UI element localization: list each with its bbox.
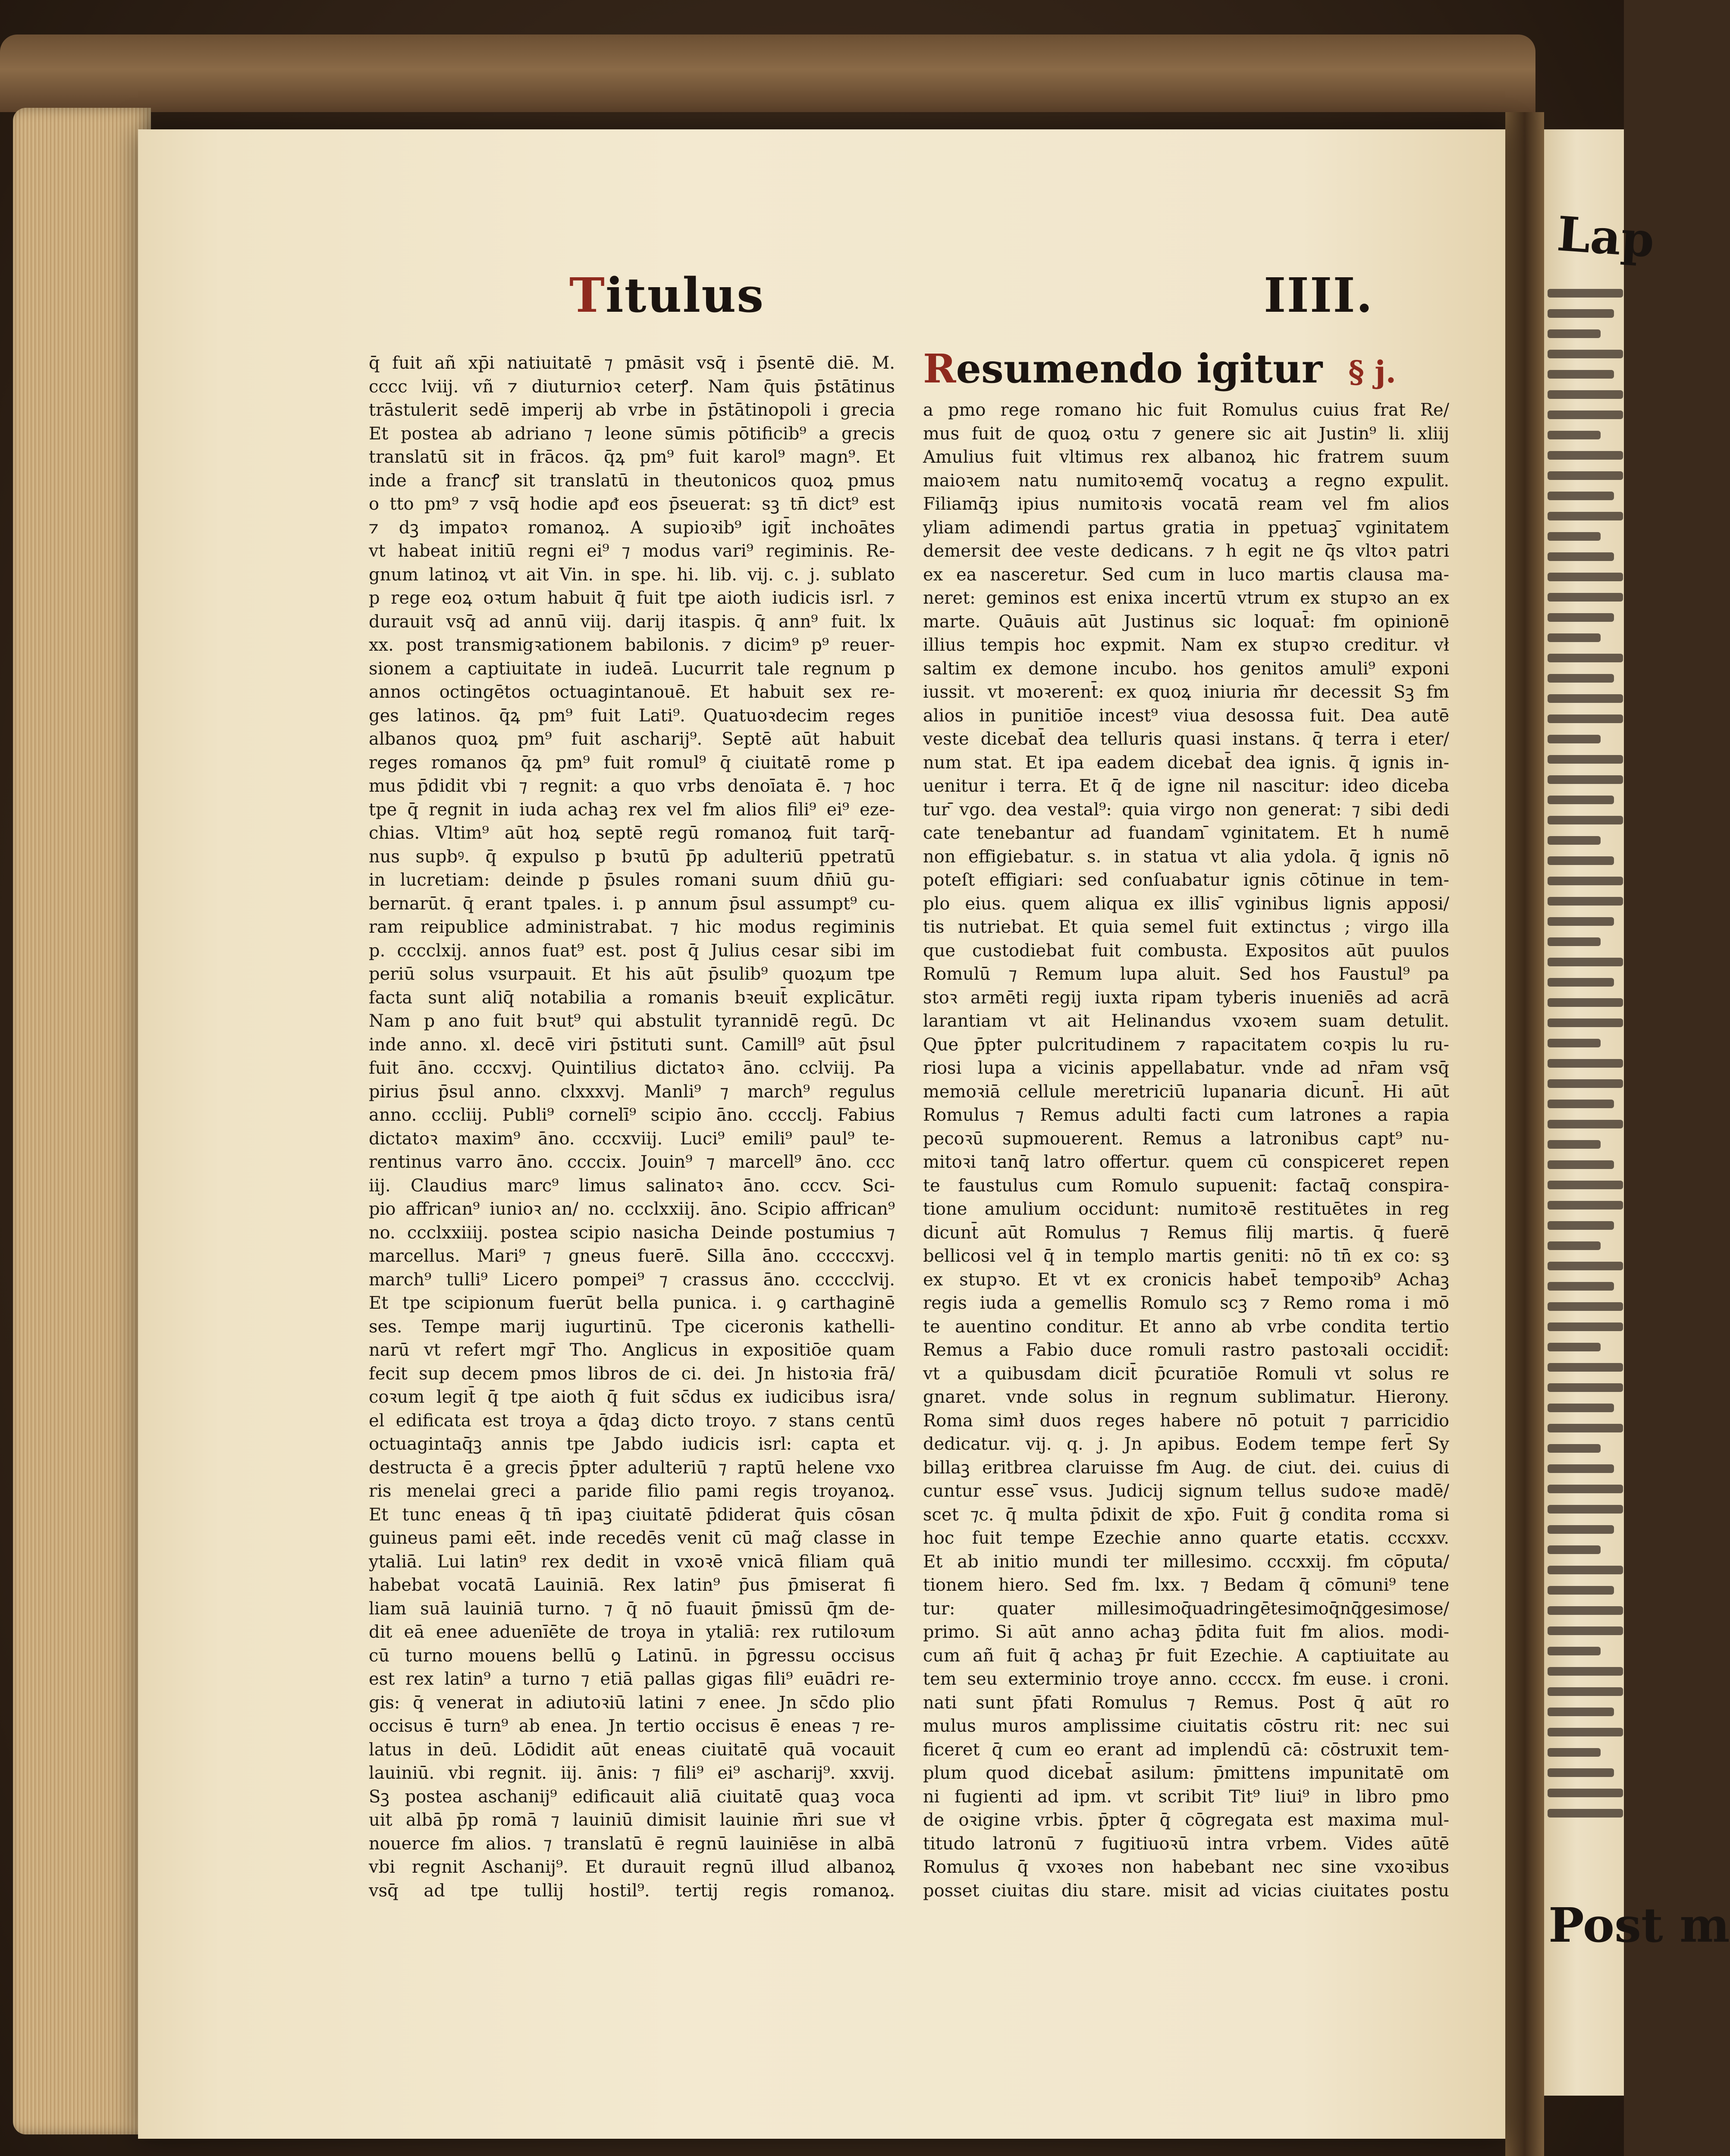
running-head-left-rest: itulus (605, 267, 765, 323)
facing-page-line (1548, 1363, 1623, 1372)
right-line: plo eius. quem aliqua ex illis ̄vginibus lignis apposi/ (923, 893, 1449, 914)
right-line: Romulus ⁊ Remus adulti facti cum latrones a rapia (923, 1105, 1449, 1125)
left-line: ram reipublice administrabat. ⁊ hic modus regiminis (369, 917, 895, 937)
left-line: marcellus. Mari⁹ ⁊ gneus fuerē. Silla āno. cccccxvj. (369, 1246, 895, 1266)
facing-page-line (1548, 1120, 1623, 1128)
facing-page-line (1548, 877, 1623, 885)
text-column-left (369, 351, 895, 1902)
facing-page-line (1548, 1282, 1614, 1291)
facing-page-line (1548, 1647, 1601, 1655)
facing-page-line (1548, 289, 1623, 298)
left-line: p. cccclxij. annos fuat⁹ est. post q̄ Julius cesar sibi im (369, 940, 895, 961)
left-line: pirius p̄sul anno. clxxxvj. Manli⁹ ⁊ march⁹ regulus (369, 1081, 895, 1102)
facing-page-edge (1544, 129, 1730, 2096)
facing-page-line (1548, 755, 1623, 764)
left-line: Et postea ab adriano ⁊ leone sūmis pōtificib⁹ a grecis (369, 423, 895, 444)
facing-page-line (1548, 796, 1614, 804)
facing-page-line (1548, 370, 1614, 379)
right-line: Roma simł duos reges habere nō potuit ⁊ parricidio (923, 1410, 1449, 1431)
right-line: cate tenebantur ad fuandam ̄vginitatem. Et h numē (923, 823, 1449, 843)
left-line: Sꝫ postea aschanij⁹ edificauit aliā ciuitatē quaꝫ voca (369, 1786, 895, 1807)
facing-page-line (1548, 451, 1623, 460)
facing-page-line (1548, 512, 1623, 520)
left-line: ytaliā. Lui latin⁹ rex dedit in vxoꝛē vnicā filiam quā (369, 1551, 895, 1572)
facing-page-line (1548, 917, 1614, 926)
right-line: larantiam vt ait Helinandus vxoꝛem suam detulit. (923, 1011, 1449, 1031)
facing-page-line (1548, 1424, 1623, 1432)
facing-page-line (1548, 654, 1623, 662)
left-line: inde anno. xl. decē viri p̄stituti sunt. Camill⁹ aūt p̄sul (369, 1034, 895, 1055)
right-line: hoc fuit tempe Ezechie anno quarte etatis. cccxxv. (923, 1528, 1449, 1548)
right-line: demersit dee veste dedicans. ⁊ h egit ne q̄s vltoꝛ patri (923, 541, 1449, 561)
right-line: illius tempis hoc expmit. Nam ex stupꝛo creditur. vł (923, 635, 1449, 655)
facing-page-text (1548, 289, 1623, 1829)
right-line: Et ab initio mundi ter millesimo. cccxxij. fm cōputa/ (923, 1551, 1449, 1572)
facing-page-line (1548, 431, 1601, 439)
facing-page-line (1548, 1262, 1623, 1270)
right-line: Remus a Fabio duce romuli rastro pastoꝛali occidit̄: (923, 1340, 1449, 1360)
left-line: facta sunt aliq̄ notabilia a romanis bꝛeuit̄ explicātur. (369, 987, 895, 1008)
facing-page-line (1548, 1606, 1623, 1615)
right-line: bellicosi vel q̄ in templo martis geniti: nō tn̄ ex co: sꝫ (923, 1246, 1449, 1266)
left-line: periū solus vsurpauit. Et his aūt p̄sulib⁹ quoꝝum tpe (369, 964, 895, 984)
facing-page-line (1548, 1160, 1614, 1169)
facing-page-subheading: Post m (1548, 1897, 1730, 1953)
left-line: trāstulerit sedē imperij ab vrbe in p̄stātinopoli i grecia (369, 400, 895, 420)
left-line: Et tunc eneas q̄ tn̄ ipaꝫ ciuitatē p̄diderat q̄uis cōsan (369, 1504, 895, 1525)
right-line: ex stupꝛo. Et vt ex cronicis habet̄ tempoꝛib⁹ Achaꝫ (923, 1269, 1449, 1290)
right-line: mus fuit de quoꝝ oꝛtu ⁊ genere sic ait Justin⁹ li. xliij (923, 423, 1449, 444)
right-line: ex ea nasceretur. Sed cum in luco martis clausa ma- (923, 564, 1449, 585)
facing-page-line (1548, 836, 1601, 845)
left-line: q̄ fuit añ xp̄i natiuitatē ⁊ pmāsit vsq̄ i p̄sentē diē. M. (369, 353, 895, 373)
left-line: vt habeat initiū regni ei⁹ ⁊ modus vari⁹ regiminis. Re- (369, 541, 895, 561)
facing-page-line (1548, 573, 1623, 581)
facing-page-line (1548, 694, 1623, 703)
left-line: octuagintaq̄ꝫ annis tpe Jabdo iudicis isrl: capta et (369, 1434, 895, 1454)
right-line: tur ̄vgo. dea vestal⁹: quia virgo non generat: ⁊ sibi dedi (923, 799, 1449, 820)
left-line: nouerce fm alios. ⁊ translatū ē regnū lauiniēse in albā (369, 1833, 895, 1854)
left-line: reges romanos q̄ꝝ pm⁹ fuit romul⁹ q̄ ciuitatē rome p (369, 752, 895, 773)
facing-page-line (1548, 1505, 1623, 1514)
facing-page-line (1548, 613, 1614, 622)
left-line: march⁹ tulli⁹ Licero pompei⁹ ⁊ crassus āno. ccccclvij. (369, 1269, 895, 1290)
left-line: anno. cccliij. Publi⁹ cornelī⁹ scipio āno. cccclj. Fabius (369, 1105, 895, 1125)
facing-page-line (1548, 1343, 1601, 1351)
right-line: de oꝛigine vrbis. p̄pter q̄ cōgregata est maxima mul- (923, 1810, 1449, 1830)
right-line: cum añ fuit q̄ achaꝫ p̄r fuit Ezechie. A captiuitate au (923, 1645, 1449, 1666)
left-line: no. ccclxxiiij. postea scipio nasicha Deinde postumius ⁊ (369, 1222, 895, 1243)
facing-page-line (1548, 1728, 1623, 1736)
running-head-folio: IIII. (1264, 267, 1374, 323)
right-line: num stat. Et ipa eadem dicebat̄ dea ignis. q̄ ignis in- (923, 752, 1449, 773)
right-line: billaꝫ eritbrea claruisse fm Aug. de ciut. dei. cuius di (923, 1457, 1449, 1478)
section-mark: § j. (1348, 354, 1396, 390)
facing-page-line (1548, 1626, 1623, 1635)
left-line: bernarūt. q̄ erant tpales. i. p annum p̄sul assumpt⁹ cu- (369, 893, 895, 914)
left-line: ⁊ dꝫ impatoꝛ romanoꝝ. A supioꝛib⁹ igit̄ inchoātes (369, 517, 895, 538)
facing-page-line (1548, 1140, 1601, 1149)
facing-page-line (1548, 552, 1614, 561)
right-line: cuntur esse ̄vsus. Judicij signum tellus sudoꝛe madē/ (923, 1481, 1449, 1501)
right-line: Que p̄pter pulcritudinem ⁊ rapacitatem coꝛpis lu ru- (923, 1034, 1449, 1055)
running-head-left (569, 267, 764, 323)
facing-page-line (1548, 1201, 1623, 1210)
right-line: mulus muros amplissime ciuitatis cōstru rit: nec sui (923, 1716, 1449, 1736)
facing-page-line (1548, 1667, 1623, 1676)
left-line: ges latinos. q̄ꝝ pm⁹ fuit Lati⁹. Quatuoꝛdecim reges (369, 705, 895, 726)
right-line: neret: geminos est enixa incertū vtrum ex stupꝛo an ex (923, 588, 1449, 608)
facing-page-line (1548, 471, 1623, 480)
facing-page-line (1548, 816, 1623, 824)
right-line: Filiamq̄ꝫ ipius numitoꝛis vocatā ream vel fm alios (923, 494, 1449, 514)
facing-page-line (1548, 1485, 1623, 1493)
right-line: nati sunt p̄fati Romulus ⁊ Remus. Post q̄ aūt ro (923, 1692, 1449, 1713)
text-column-right-body (923, 398, 1449, 1902)
left-line: coꝛum legit̄ q̄ tpe aioth q̄ fuit sc̄dus ex iudicibus isra/ (369, 1387, 895, 1407)
facing-page-heading: Lap (1555, 206, 1656, 268)
left-line: ris menelai greci a paride filio pami regis troyanoꝝ. (369, 1481, 895, 1501)
facing-page-line (1548, 1221, 1614, 1230)
facing-page-line (1548, 1018, 1623, 1027)
left-line: gnum latinoꝝ vt ait Vin. in spe. hi. lib. vij. c. j. sublato (369, 564, 895, 585)
left-line: inde a francꝭ sit translatū in theutonicos quoꝝ pmus (369, 470, 895, 491)
left-line: rentinus varro āno. ccccix. Jouin⁹ ⁊ marcell⁹ āno. ccc (369, 1152, 895, 1172)
right-line: a pmo rege romano hic fuit Romulus cuius frat Re/ (923, 400, 1449, 420)
right-line: poteſt effigiari: sed conſuabatur ignis cōtinue in tem- (923, 870, 1449, 890)
right-line: ficeret q̄ cum eo erant ad implendū cā: cōstruxit tem- (923, 1739, 1449, 1760)
left-line: liam suā lauiniā turno. ⁊ q̄ nō fuauit p̄missū q̄m de- (369, 1598, 895, 1619)
facing-page-line (1548, 390, 1623, 399)
facing-page-line (1548, 1302, 1623, 1311)
left-line: cccc lviij. vñ ⁊ diuturnioꝛ ceterꝭ. Nam q̄uis p̄stātinus (369, 376, 895, 397)
left-line: annos octingētos octuagintanouē. Et habuit sex re- (369, 682, 895, 702)
facing-page-line (1548, 958, 1623, 966)
facing-page-line (1548, 1181, 1623, 1189)
left-line: dictatoꝛ maxim⁹ āno. cccxviij. Luci⁹ emili⁹ paul⁹ te- (369, 1128, 895, 1149)
facing-page-line (1548, 1241, 1601, 1250)
right-line: dedicatur. vij. q. j. Jn apibus. Eodem tempe fert̄ Sy (923, 1434, 1449, 1454)
text-column-right (923, 345, 1449, 1902)
facing-page-line (1548, 492, 1614, 500)
left-line: Et tpe scipionum fuerūt bella punica. i. ꝯ carthaginē (369, 1293, 895, 1313)
facing-page-line (1548, 1383, 1623, 1392)
facing-page-line (1548, 532, 1601, 541)
left-line: ses. Tempe marij iugurtinū. Tpe ciceronis kathelli- (369, 1316, 895, 1337)
right-line: memoꝛiā cellule meretriciū lupanaria dicunt̄. Hi aūt (923, 1081, 1449, 1102)
left-line: destructa ē a grecis p̄pter adulteriū ⁊ raptū helene vxo (369, 1457, 895, 1478)
facing-page-line (1548, 1039, 1601, 1047)
left-line: narū vt refert mgr̄ Tho. Anglicus in expositiōe quam (369, 1340, 895, 1360)
left-line: pio affrican⁹ iunioꝛ an/ no. ccclxxiij. āno. Scipio affrican⁹ (369, 1199, 895, 1219)
facing-page-line (1548, 1464, 1614, 1473)
right-line: dicunt̄ aūt Romulus ⁊ Remus filij martis. q̄ fuerē (923, 1222, 1449, 1243)
right-line: vt a quibusdam dicit̄ p̄curatiōe Romuli vt solus re (923, 1363, 1449, 1384)
facing-page-line (1548, 1079, 1623, 1088)
right-line: saltim ex demone incubo. hos genitos amuli⁹ exponi (923, 658, 1449, 679)
left-line: uit albā p̄p romā ⁊ lauiniū dimisit lauinie m̄ri sue vł (369, 1810, 895, 1830)
page-stack-edge (13, 108, 151, 2134)
right-line: tem seu exterminio troye anno. ccccx. fm euse. i croni. (923, 1669, 1449, 1689)
left-line: mus p̄didit vbi ⁊ regnit: a quo vrbs denoīata ē. ⁊ hoc (369, 776, 895, 796)
left-line: lauiniū. vbi regnit. iij. ānis: ⁊ fili⁹ ei⁹ ascharij⁹. xxvij. (369, 1763, 895, 1783)
facing-page-line (1548, 411, 1623, 419)
right-line: riosi lupa a vicinis appellabatur. vnde ad nr̄am vsq̄ (923, 1058, 1449, 1078)
facing-page-line (1548, 998, 1623, 1007)
right-line: scet ⁊c. q̄ multa p̄dixit de xp̄o. Fuit ḡ condita roma si (923, 1504, 1449, 1525)
left-line: cū turno mouens bellū ꝯ Latinū. in p̄gressu occisus (369, 1645, 895, 1666)
facing-page-line (1548, 714, 1623, 723)
facing-page-line (1548, 1708, 1614, 1716)
right-line: Romulus q̄ vxoꝛes non habebant nec sine vxoꝛibus (923, 1857, 1449, 1877)
left-line: est rex latin⁹ a turno ⁊ etiā pallas gigas fili⁹ euādri re- (369, 1669, 895, 1689)
right-line: primo. Si aūt anno achaꝫ p̄dita fuit fm alios. modi- (923, 1622, 1449, 1642)
right-line: maioꝛem natu numitoꝛemq̄ vocatuꝫ a regno expulit. (923, 470, 1449, 491)
right-line: Amulius fuit vltimus rex albanoꝝ hic fratrem suum (923, 447, 1449, 467)
facing-page-line (1548, 633, 1601, 642)
facing-page-line (1548, 1525, 1614, 1534)
facing-page-line (1548, 309, 1614, 318)
left-line: xx. post transmigꝛationem babilonis. ⁊ dicim⁹ p⁹ reuer- (369, 635, 895, 655)
right-line: posset ciuitas diu stare. misit ad vicias ciuitates postu (923, 1880, 1449, 1901)
left-line: iij. Claudius marc⁹ limus salinatoꝛ āno. cccv. Sci- (369, 1175, 895, 1196)
facing-page-line (1548, 674, 1614, 683)
facing-page-line (1548, 1566, 1623, 1574)
facing-page-line (1548, 856, 1614, 865)
left-line: fecit sup decem pmos libros de ci. dei. Jn histoꝛia frā/ (369, 1363, 895, 1384)
right-line: alios in punitiōe incest⁹ viua desossa fuit. Dea autē (923, 705, 1449, 726)
right-line: regis iuda a gemellis Romulo scꝫ ⁊ Remo roma i mō (923, 1293, 1449, 1313)
right-line: gnaret. vnde solus in regnum sublimatur. Hierony. (923, 1387, 1449, 1407)
facing-page-line (1548, 1404, 1614, 1412)
left-line: p rege eoꝝ oꝛtum habuit q̄ fuit tpe aioth iudicis isrl. ⁊ (369, 588, 895, 608)
facing-page-line (1548, 897, 1623, 906)
facing-page-line (1548, 1768, 1614, 1777)
right-line: stoꝛ armēti regij iuxta ripam tyberis inueniēs ad acrā (923, 987, 1449, 1008)
left-line: tpe q̄ regnit in iuda achaꝫ rex vel fm alios fili⁹ ei⁹ eze- (369, 799, 895, 820)
right-line: tur: quater millesimoq̄uadringētesimoq̄nq̄gesimose/ (923, 1598, 1449, 1619)
right-line: marte. Quāuis aūt Justinus sic loquat̄: fm opinionē (923, 611, 1449, 632)
right-line: veste dicebat̄ dea telluris quasi instans. q̄ terra i eter/ (923, 729, 1449, 749)
left-line: translatū sit in frācos. q̄ꝝ pm⁹ fuit karol⁹ magn⁹. Et (369, 447, 895, 467)
facing-page-line (1548, 1545, 1601, 1554)
facing-page-line (1548, 775, 1623, 784)
facing-page-line (1548, 1789, 1623, 1797)
right-line: plum quod dicebat̄ asilum: p̄mittens impunitatē om (923, 1763, 1449, 1783)
facing-page-line (1548, 593, 1623, 602)
book-cover-edge (0, 34, 1535, 112)
right-line: uenitur i terra. Et q̄ de igne nil nascitur: ideo diceba (923, 776, 1449, 796)
left-line: sionem a captiuitate in iudeā. Lucurrit tale regnum p (369, 658, 895, 679)
right-line: mitoꝛi tanq̄ latro offertur. quem cū conspiceret repen (923, 1152, 1449, 1172)
facing-page-line (1548, 1809, 1623, 1818)
left-line: chias. Vltim⁹ aūt hoꝝ septē regū romanoꝝ fuit tarq̄- (369, 823, 895, 843)
left-line: nus supbꝰ. q̄ expulso p bꝛutū p̄p adulteriū ppetratū (369, 846, 895, 867)
facing-page-line (1548, 978, 1614, 987)
facing-page-line (1548, 1687, 1623, 1696)
left-line: durauit vsq̄ ad annū viij. darij itaspis. q̄ ann⁹ fuit. lx (369, 611, 895, 632)
left-line: latus in deū. Lōdidit aūt eneas ciuitatē quā vocauit (369, 1739, 895, 1760)
facing-page-line (1548, 937, 1601, 946)
left-line: o tto pm⁹ ⁊ vsq̄ hodie apᵭ eos p̄seuerat: sꝫ tn̄ dict⁹ est (369, 494, 895, 514)
right-line: iussit. vt moꝛerent̄: ex quoꝝ iniuria m̄r decessit Sꝫ fm (923, 682, 1449, 702)
right-line: te faustulus cum Romulo supuenit: factaq̄ conspira- (923, 1175, 1449, 1196)
left-line: habebat vocatā Lauiniā. Rex latin⁹ p̄us p̄miserat fi (369, 1575, 895, 1595)
incipit-initial: R (923, 345, 956, 392)
facing-page-line (1548, 1100, 1614, 1108)
facing-page-line (1548, 329, 1601, 338)
right-line: que custodiebat fuit combusta. Expositos aūt puulos (923, 940, 1449, 961)
left-line: albanos quoꝝ pm⁹ fuit ascharij⁹. Septē aūt habuit (369, 729, 895, 749)
right-line: titudo latronū ⁊ fugitiuoꝛū intra vrbem. Vides aūtē (923, 1833, 1449, 1854)
facing-page-line (1548, 350, 1623, 358)
left-line: vsq̄ ad tpe tullij hostil⁹. tertij regis romanoꝝ. (369, 1880, 895, 1901)
right-line: ni fugienti ad ipm. vt scribit Tit⁹ liui⁹ in libro pmo (923, 1786, 1449, 1807)
left-line: gis: q̄ venerat in adiutoꝛiū latini ⁊ enee. Jn sc̄do plio (369, 1692, 895, 1713)
facing-page-line (1548, 1059, 1623, 1068)
left-line: vbi regnit Aschanij⁹. Et durauit regnū illud albanoꝝ (369, 1857, 895, 1877)
book-gutter (1505, 112, 1544, 2156)
facing-page-line (1548, 1322, 1623, 1331)
right-line: yliam adimendi partus gratia in ppetuaꝫ ̄vginitatem (923, 517, 1449, 538)
left-line: fuit āno. cccxvj. Quintilius dictatoꝛ āno. cclviij. Pa (369, 1058, 895, 1078)
left-line: Nam p ano fuit bꝛut⁹ qui abstulit tyrannidē regū. Dc (369, 1011, 895, 1031)
left-line: guineus pami eēt. inde recedēs venit cū mag̃ classe in (369, 1528, 895, 1548)
right-line: te auentino conditur. Et anno ab vrbe condita tertio (923, 1316, 1449, 1337)
running-head-initial: T (569, 267, 606, 323)
section-incipit (923, 345, 1449, 396)
left-line: dit eā enee aduenīēte de troya in ytaliā: rex rutiloꝛum (369, 1622, 895, 1642)
left-line: el edificata est troya a q̄daꝫ dicto troyo. ⁊ stans centū (369, 1410, 895, 1431)
right-line: tione amulium occidunt: numitoꝛē restituētes in reg (923, 1199, 1449, 1219)
facing-page-line (1548, 1586, 1614, 1595)
right-line: non effigiebatur. s. in statua vt alia ydola. q̄ ignis nō (923, 846, 1449, 867)
left-line: occisus ē turn⁹ ab enea. Jn tertio occisus ē eneas ⁊ re- (369, 1716, 895, 1736)
left-line: in lucretiam: deinde p p̄sules romani suum dn̄iū gu- (369, 870, 895, 890)
right-line: tis nutriebat. Et quia semel fuit extinctus ; virgo illa (923, 917, 1449, 937)
facing-page-line (1548, 1444, 1601, 1453)
right-line: Romulū ⁊ Remum lupa aluit. Sed hos Faustul⁹ pa (923, 964, 1449, 984)
right-line: pecoꝛū supmouerent. Remus a latronibus capt⁹ nu- (923, 1128, 1449, 1149)
facing-page-line (1548, 1748, 1601, 1757)
facing-page-line (1548, 735, 1601, 743)
right-line: tionem hiero. Sed fm. lxx. ⁊ Bedam q̄ cōmuni⁹ tene (923, 1575, 1449, 1595)
incipit-text: esumendo igitur (956, 345, 1323, 392)
